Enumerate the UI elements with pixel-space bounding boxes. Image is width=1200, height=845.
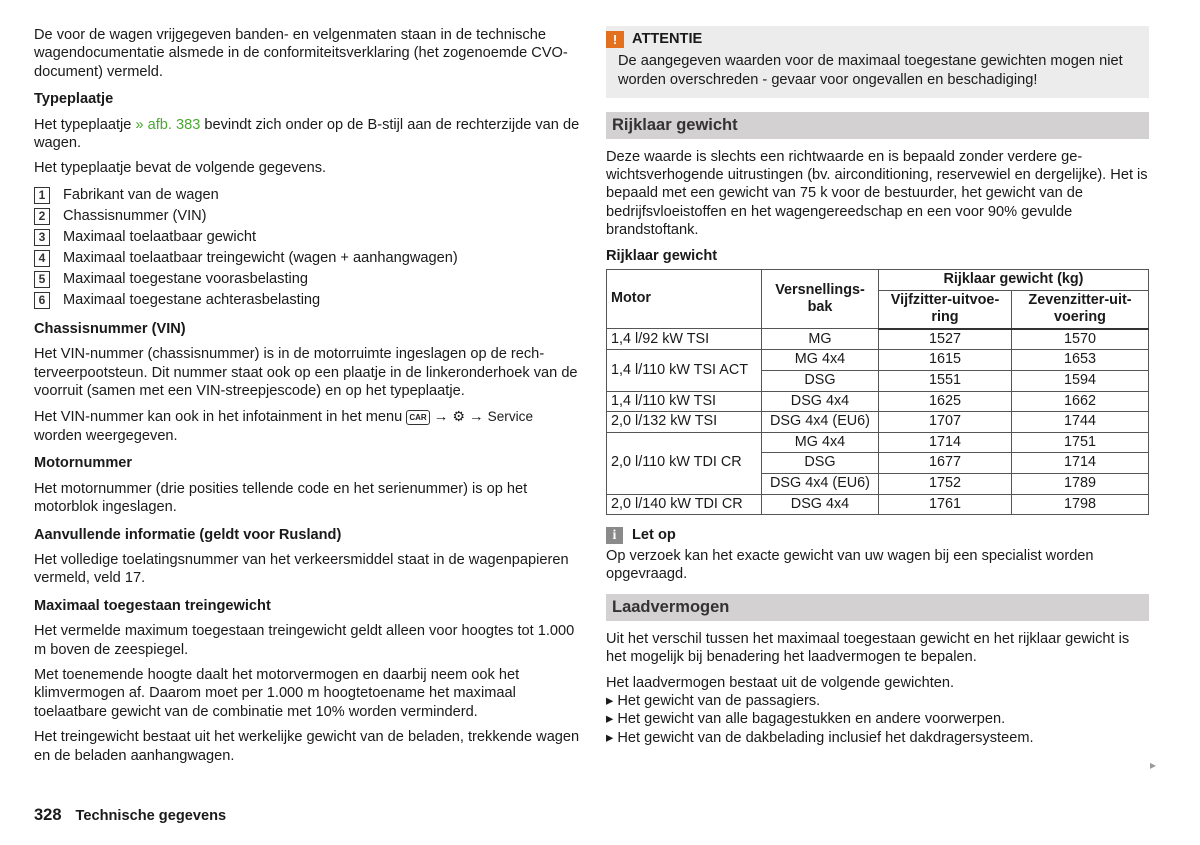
table-row <box>607 329 1149 350</box>
service-menu-label: Service <box>487 409 533 425</box>
laadvermogen-bullets <box>606 692 1149 747</box>
item-text: Maximaal toelaatbaar gewicht <box>63 229 257 246</box>
rijklaar-paragraph: Deze waarde is slechts een richtwaarde en is bepaald zonder verdere gewichtsverhogende uitrustingen (bv. airconditioning, reservewiel en dergelijke). Het is bepaald met een gewicht van 75 k voor de bestuurder, het gewicht van de bedrijfsvloeistoffen en het wagengereedschap en een voor 90% gevulde brandstoftank. <box>606 148 1148 239</box>
typeplaatje-heading: Typeplaatje <box>34 91 114 108</box>
arrow-icon: → <box>469 409 484 426</box>
cell-bak: MG 4x4 <box>762 350 879 371</box>
car-menu-icon: CAR <box>406 410 429 425</box>
item-number: 1 <box>34 187 50 204</box>
cell-zevenzitter: 1662 <box>1012 391 1149 412</box>
laadvermogen-paragraph-2: Het laadvermogen bestaat uit de volgende gewichten. <box>606 674 955 691</box>
motor-heading: Motornummer <box>34 455 133 472</box>
typeplaatje-text-b: bevindt zich onder op de B-stijl aan de rechterzijde van de wagen. <box>34 116 580 152</box>
header-motor: Motor <box>607 270 762 329</box>
list-item: ▸ Het gewicht van alle bagagestukken en andere voorwerpen. <box>606 710 1149 728</box>
header-zevenzitter: Zevenzitter-uitvoering <box>1012 290 1149 329</box>
letop-label: Let op <box>632 527 676 544</box>
table-row <box>607 432 1149 453</box>
table-row <box>607 350 1149 371</box>
trein-paragraph-1: Het vermelde maximum toegestaan treingewicht geldt alleen voor hoogtes tot 1.000 m boven de zeespiegel. <box>34 623 575 658</box>
list-item: ▸ Het gewicht van de passagiers. <box>606 692 1149 710</box>
cell-vijfzitter: 1714 <box>879 432 1012 453</box>
cell-bak: DSG <box>762 453 879 474</box>
table-row <box>607 391 1149 412</box>
cell-vijfzitter: 1752 <box>879 474 1012 495</box>
list-item: ▸ Het gewicht van de dakbelading inclusief het dakdragersysteem. <box>606 729 1149 747</box>
cell-vijfzitter: 1551 <box>879 371 1012 392</box>
trein-paragraph-2: Met toenemende hoogte daalt het motorvermogen en daarbij neem ook het klimvermogen af. Daarom moet per 1.000 m hoogtetoename het maximaal toelaatbare gewicht van de combinatie met 10% worden verminderd. <box>34 666 520 720</box>
header-vijfzitter: Vijfzitter-uitvoering <box>879 290 1012 329</box>
cell-vijfzitter: 1677 <box>879 453 1012 474</box>
laadvermogen-paragraph-1: Uit het verschil tussen het maximaal toegestaan gewicht en het rijklaar gewicht is het mogelijk bij benadering het laadvermogen te bepalen. <box>606 630 1130 666</box>
cell-bak: DSG 4x4 <box>762 391 879 412</box>
continue-arrow-icon: ▸ <box>1150 758 1157 772</box>
cell-zevenzitter: 1744 <box>1012 412 1149 433</box>
item-text: Chassisnummer (VIN) <box>63 208 207 225</box>
vin-heading: Chassisnummer (VIN) <box>34 320 186 337</box>
page-number: 328 <box>34 806 62 824</box>
vin-menu-paragraph <box>34 407 584 445</box>
rusland-paragraph: Het volledige toelatingsnummer van het verkeersmiddel staat in de wagenpapieren vermeld, veld 17. <box>34 551 569 587</box>
cell-vijfzitter: 1625 <box>879 391 1012 412</box>
cell-zevenzitter: 1798 <box>1012 494 1149 515</box>
figure-link[interactable]: » afb. 383 <box>135 116 201 133</box>
settings-gear-icon: ⚙ <box>452 408 465 425</box>
cell-motor: 1,4 l/110 kW TSI ACT <box>607 350 762 391</box>
left-column <box>34 26 584 772</box>
cell-bak: DSG 4x4 (EU6) <box>762 474 879 495</box>
attentie-header <box>606 30 1137 48</box>
item-text: Maximaal toelaatbaar treingewicht (wagen + aanhangwagen) <box>63 250 458 267</box>
vin-menu-text: Het VIN-nummer kan ook in het infotainment in het menu <box>34 409 407 426</box>
typeplaatje-list <box>34 185 584 311</box>
list-item <box>34 248 584 269</box>
rusland-heading: Aanvullende informatie (geldt voor Rusland) <box>34 526 342 543</box>
cell-motor: 1,4 l/110 kW TSI <box>607 391 762 412</box>
trein-heading: Maximaal toegestaan treingewicht <box>34 597 271 614</box>
typeplaatje-paragraph <box>34 116 584 153</box>
header-versnellingsbak: Versnellingsbak <box>762 270 879 329</box>
cell-bak: DSG 4x4 <box>762 494 879 515</box>
item-number: 5 <box>34 271 50 288</box>
typeplaatje-text-a: Het typeplaatje <box>34 116 136 133</box>
list-item <box>34 269 584 290</box>
footer-section-title: Technische gegevens <box>75 808 227 824</box>
cell-motor: 2,0 l/140 kW TDI CR <box>607 494 762 515</box>
list-item <box>34 227 584 248</box>
cell-vijfzitter: 1615 <box>879 350 1012 371</box>
list-item <box>34 290 584 311</box>
cell-bak: DSG 4x4 (EU6) <box>762 412 879 433</box>
arrow-icon: → <box>433 409 449 426</box>
cell-zevenzitter: 1751 <box>1012 432 1149 453</box>
attentie-box <box>606 26 1149 98</box>
cell-motor: 1,4 l/92 kW TSI <box>607 329 762 350</box>
rijklaar-section-title: Rijklaar gewicht <box>606 112 1149 138</box>
cell-motor: 2,0 l/110 kW TDI CR <box>607 432 762 494</box>
cell-bak: MG 4x4 <box>762 432 879 453</box>
item-number: 4 <box>34 250 50 267</box>
vin-paragraph: Het VIN-nummer (chassisnummer) is in de motorruimte ingeslagen op de rechterveerpootsteun. Dit nummer staat ook op een plaatje in de linkeronderhoek van de voorruit (samen met een VIN-streepjescode) en op het typeplaatje. <box>34 346 578 400</box>
trein-paragraph-3: Het treingewicht bestaat uit het werkelijke gewicht van de beladen, trekkende wagen en de beladen aanhangwagen. <box>34 729 580 764</box>
attentie-label: ATTENTIE <box>632 31 703 47</box>
cell-zevenzitter: 1653 <box>1012 350 1149 371</box>
cell-vijfzitter: 1707 <box>879 412 1012 433</box>
cell-bak: DSG <box>762 371 879 392</box>
list-item <box>34 206 584 227</box>
cell-zevenzitter: 1594 <box>1012 371 1149 392</box>
cell-bak: MG <box>762 329 879 350</box>
info-icon: i <box>606 527 623 544</box>
warning-icon: ! <box>606 31 624 48</box>
table-row <box>607 412 1149 433</box>
table-row <box>607 494 1149 515</box>
item-number: 6 <box>34 292 50 309</box>
cell-zevenzitter: 1714 <box>1012 453 1149 474</box>
intro-paragraph: De voor de wagen vrijgegeven banden- en velgenmaten staan in de technische wagendocumentatie alsmede in de conformiteitsverklaring (het zogenoemde CVO-document) vermeld. <box>34 27 568 80</box>
letop-text: Op verzoek kan het exacte gewicht van uw wagen bij een specialist worden opgevraagd. <box>606 547 1094 582</box>
item-text: Maximaal toegestane achterasbelasting <box>63 292 321 309</box>
header-rijklaar-gewicht: Rijklaar gewicht (kg) <box>879 270 1149 291</box>
typeplaatje-contents-intro: Het typeplaatje bevat de volgende gegevens. <box>34 160 327 177</box>
list-item <box>34 185 584 206</box>
table-header-row <box>607 270 1149 291</box>
cell-zevenzitter: 1789 <box>1012 474 1149 495</box>
cell-motor: 2,0 l/132 kW TSI <box>607 412 762 433</box>
table-title: Rijklaar gewicht <box>606 247 718 264</box>
item-text: Maximaal toegestane voorasbelasting <box>63 271 308 288</box>
attentie-text: De aangegeven waarden voor de maximaal toegestane gewichten mogen niet worden overschreden - gevaar voor ongevallen en beschadiging! <box>618 53 1123 88</box>
page-footer <box>34 806 226 825</box>
cell-vijfzitter: 1527 <box>879 329 1012 350</box>
item-number: 2 <box>34 208 50 225</box>
right-column <box>606 26 1149 747</box>
laadvermogen-section-title: Laadvermogen <box>606 594 1149 620</box>
vin-menu-text-b: worden weergegeven. <box>34 427 178 444</box>
cell-vijfzitter: 1761 <box>879 494 1012 515</box>
motor-paragraph: Het motornummer (drie posities tellende code en het serienummer) is op het motorblok ingeslagen. <box>34 480 528 516</box>
cell-zevenzitter: 1570 <box>1012 329 1149 350</box>
letop-header <box>606 526 1149 544</box>
weights-table <box>606 269 1149 515</box>
item-text: Fabrikant van de wagen <box>63 187 219 204</box>
item-number: 3 <box>34 229 50 246</box>
